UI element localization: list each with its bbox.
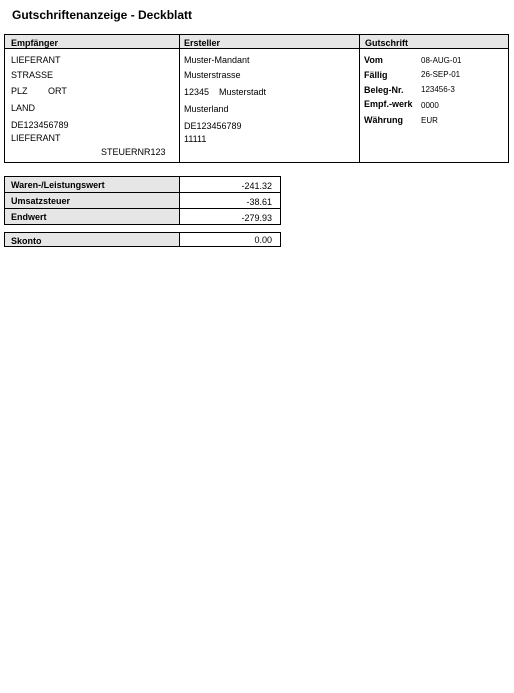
empfaenger-country: LAND: [11, 103, 36, 113]
empfaenger-city: ORT: [48, 86, 67, 96]
empfaenger-name: LIEFERANT: [11, 55, 61, 65]
ersteller-vat-id: DE123456789: [184, 121, 242, 131]
gutschrift-value-empf-werk: 0000: [421, 101, 439, 110]
empfaenger-street: STRASSE: [11, 70, 54, 80]
skonto-value: 0.00: [254, 235, 272, 245]
skonto-label: Skonto: [11, 236, 42, 246]
ersteller-country: Musterland: [184, 104, 229, 114]
gutschrift-value-waehrung: EUR: [421, 116, 438, 125]
gutschrift-label-beleg-nr: Beleg-Nr.: [364, 85, 404, 95]
ersteller-street: Musterstrasse: [184, 70, 241, 80]
gutschrift-value-faellig: 26-SEP-01: [421, 70, 461, 79]
total-value-umsatzsteuer: -38.61: [246, 197, 272, 207]
gutschrift-label-vom: Vom: [364, 55, 383, 65]
totals-row-line: [5, 208, 280, 209]
gutschrift-value-beleg-nr: 123456-3: [421, 85, 455, 94]
column-divider: [359, 35, 360, 162]
ersteller-name: Muster-Mandant: [184, 55, 250, 65]
empfaenger-vat-id: DE123456789: [11, 120, 69, 130]
info-table-header: [5, 35, 508, 49]
empfaenger-tax-no: STEUERNR123: [101, 147, 166, 157]
total-label-umsatzsteuer: Umsatzsteuer: [11, 196, 71, 206]
empfaenger-header: Empfänger: [11, 38, 59, 48]
empfaenger-plz: PLZ: [11, 86, 28, 96]
ersteller-plz: 12345: [184, 87, 210, 97]
column-divider: [179, 35, 180, 162]
ersteller-header: Ersteller: [184, 38, 221, 48]
gutschrift-header: Gutschrift: [365, 38, 409, 48]
gutschrift-label-faellig: Fällig: [364, 70, 388, 80]
page-title: Gutschriftenanzeige - Deckblatt: [12, 8, 193, 22]
gutschrift-label-empf-werk: Empf.-werk: [364, 99, 413, 109]
gutschrift-label-waehrung: Währung: [364, 115, 403, 125]
info-table: [4, 34, 509, 163]
total-value-waren: -241.32: [241, 181, 272, 191]
totals-row-line: [5, 192, 280, 193]
ersteller-city: Musterstadt: [219, 87, 267, 97]
total-label-endwert: Endwert: [11, 212, 47, 222]
empfaenger-name2: LIEFERANT: [11, 133, 61, 143]
ersteller-number: 11111: [184, 134, 207, 144]
total-value-endwert: -279.93: [241, 213, 272, 223]
gutschrift-value-vom: 08-AUG-01: [421, 56, 462, 65]
total-label-waren: Waren-/Leistungswert: [11, 180, 105, 190]
